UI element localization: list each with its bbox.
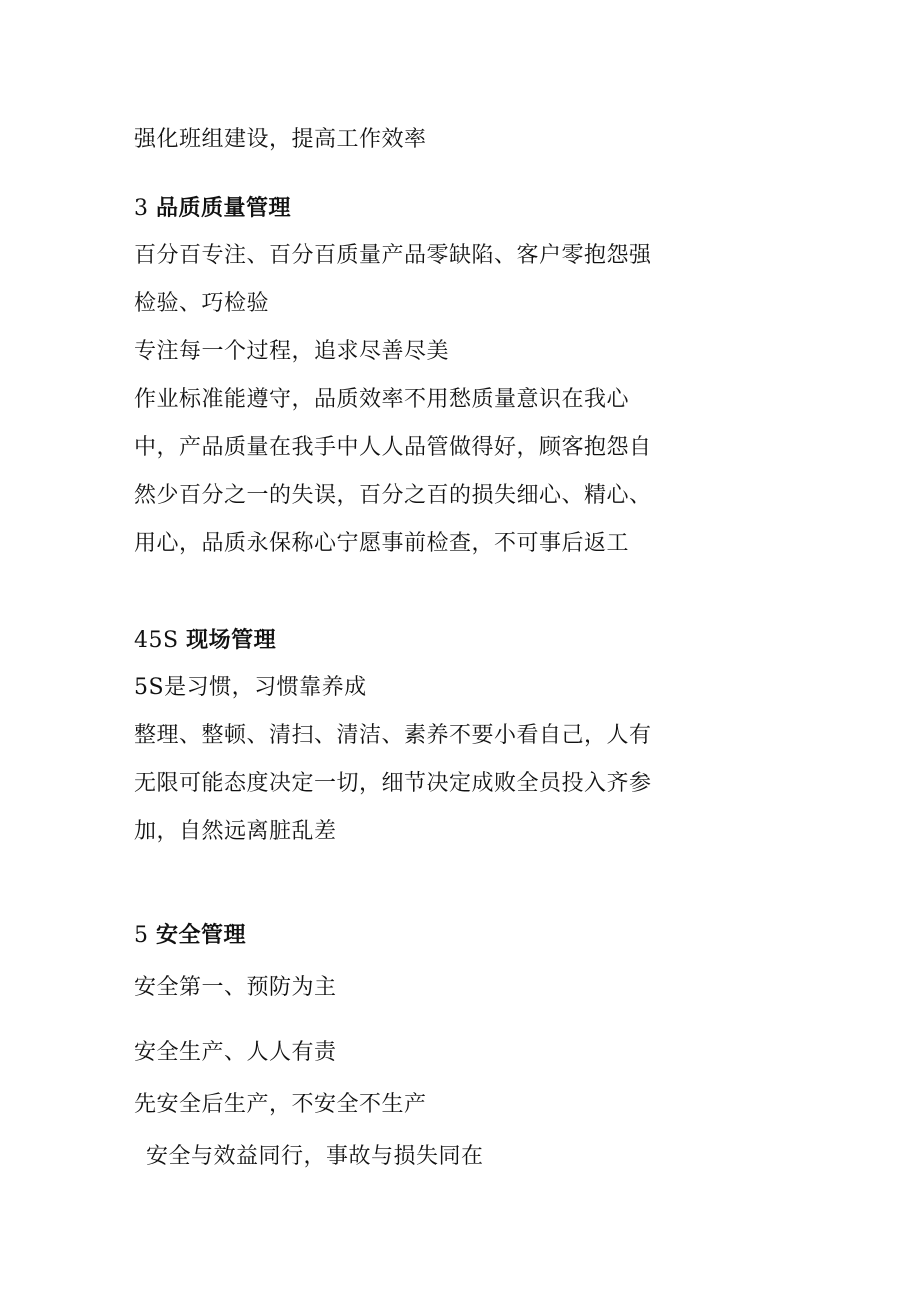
section-4-heading xyxy=(134,627,276,654)
section-4-line-2: 整理、整顿、清扫、清洁、素养不要小看自己，人有 xyxy=(134,723,652,748)
section-3-line-4: 作业标准能遵守，品质效率不用愁质量意识在我心 xyxy=(134,387,630,412)
section-3-line-2: 检验、巧检验 xyxy=(134,291,270,316)
section-4-line-3: 无限可能态度决定一切，细节决定成败全员投入齐参 xyxy=(134,771,652,796)
section-4-title: 现场管理 xyxy=(186,627,277,653)
section-3-line-6: 然少百分之一的失误，百分之百的损失细心、精心、 xyxy=(134,483,652,508)
section-5-line-3: 先安全后生产，不安全不生产 xyxy=(134,1092,427,1117)
intro-line: 强化班组建设，提高工作效率 xyxy=(134,127,427,152)
section-5-number: 5 xyxy=(134,923,149,948)
section-3-line-1: 百分百专注、百分百质量产品零缺陷、客户零抱怨强 xyxy=(134,243,652,268)
section-5-line-2: 安全生产、人人有责 xyxy=(134,1040,337,1065)
section-5-heading xyxy=(134,922,246,949)
section-5-line-1: 安全第一、预防为主 xyxy=(134,975,337,1000)
section-5-title: 安全管理 xyxy=(156,922,247,948)
section-3-line-3: 专注每一个过程，追求尽善尽美 xyxy=(134,339,450,364)
section-4-line-1: 5S是习惯，习惯靠养成 xyxy=(134,675,367,700)
section-3-number: 3 xyxy=(134,196,149,221)
section-3-line-5: 中，产品质量在我手中人人品管做得好，顾客抱怨自 xyxy=(134,435,652,460)
section-4-number: 45S xyxy=(134,628,179,653)
section-4-line-4: 加，自然远离脏乱差 xyxy=(134,819,337,844)
section-3-title: 品质质量管理 xyxy=(156,195,292,221)
section-3-heading xyxy=(134,195,291,222)
section-5-line-4: 安全与效益同行，事故与损失同在 xyxy=(146,1144,484,1169)
section-3-line-7: 用心，品质永保称心宁愿事前检查，不可事后返工 xyxy=(134,531,630,556)
